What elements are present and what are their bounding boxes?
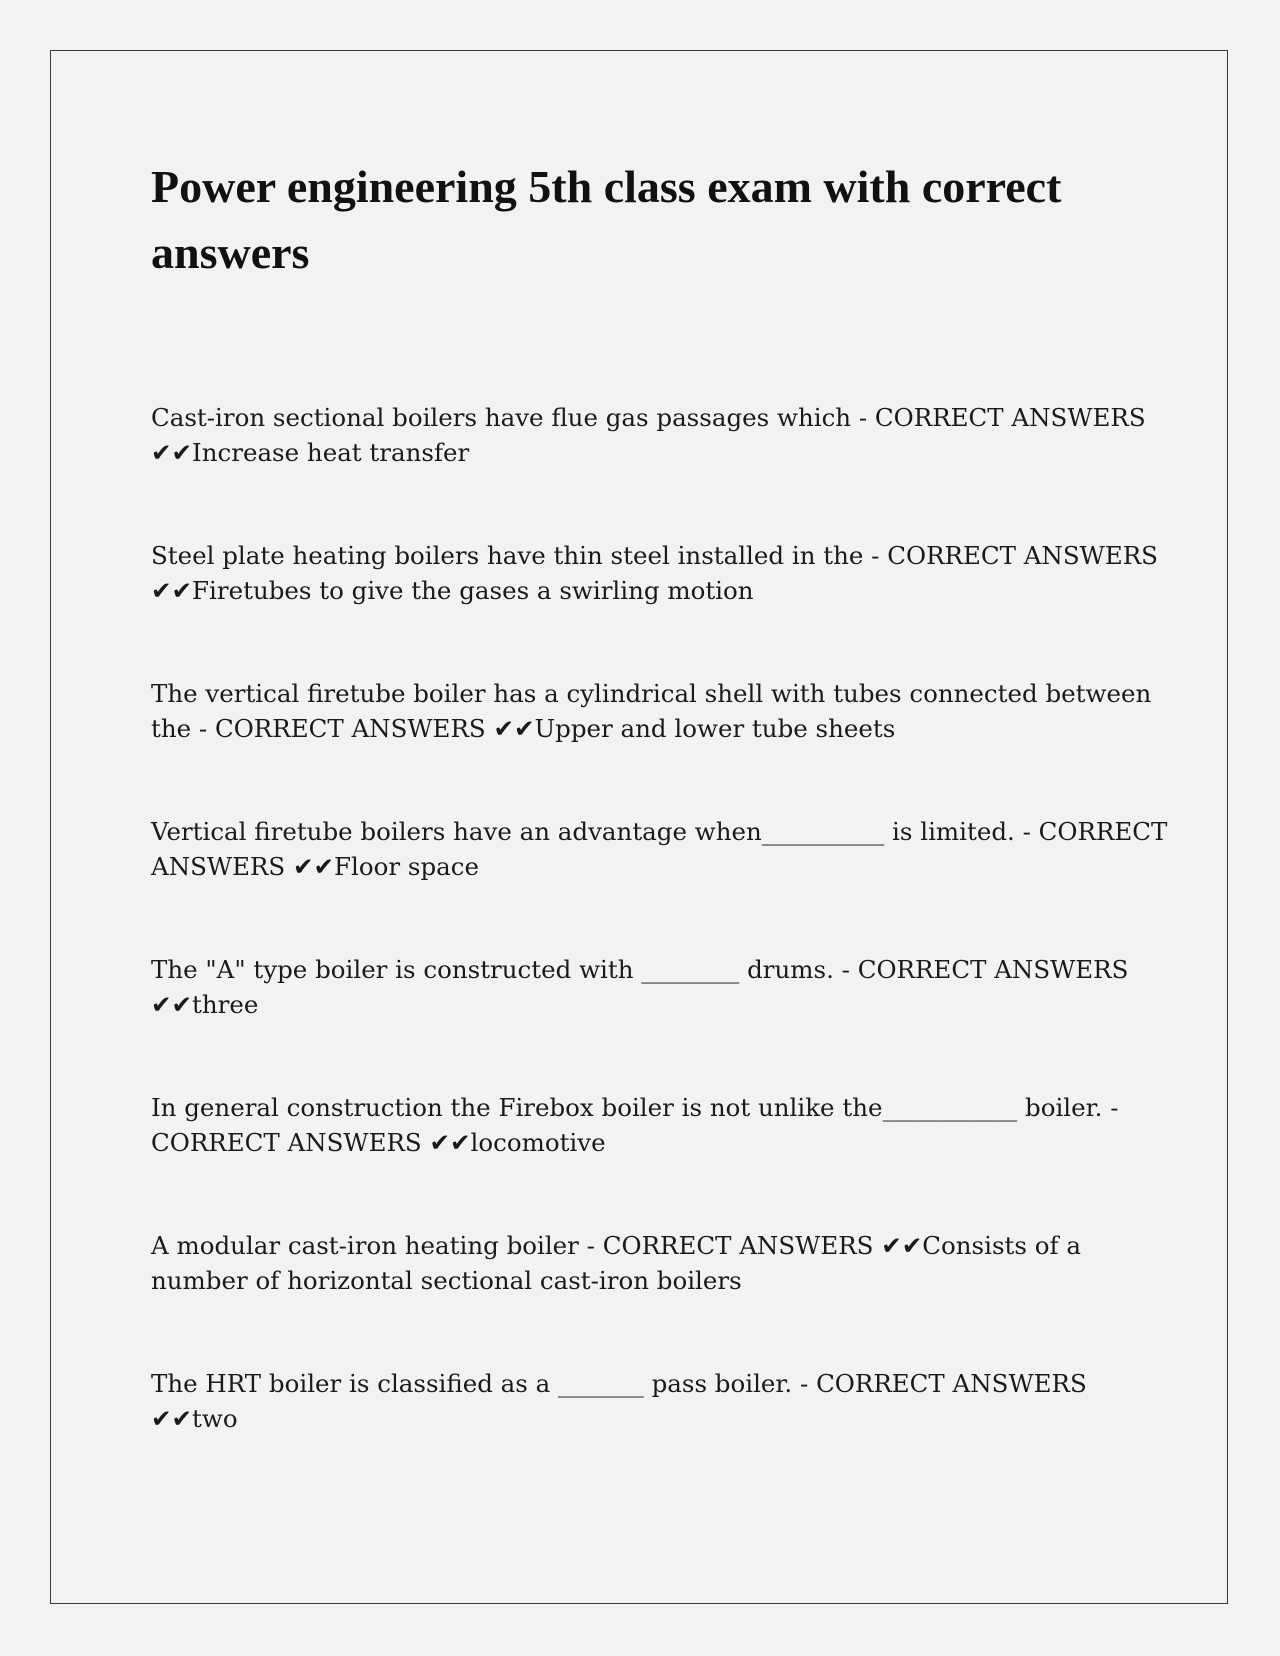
qa-item: The HRT boiler is classified as a _______ pass boiler. - CORRECT ANSWERS ✔✔two: [151, 1369, 1087, 1433]
qa-list: [151, 400, 1171, 1504]
document-page: [50, 50, 1228, 1604]
qa-item: Cast-iron sectional boilers have flue gas passages which - CORRECT ANSWERS ✔✔Increase heat transfer: [151, 403, 1146, 467]
qa-item: The "A" type boiler is constructed with ________ drums. - CORRECT ANSWERS ✔✔three: [151, 955, 1129, 1019]
qa-item: In general construction the Firebox boiler is not unlike the___________ boiler. - CORRECT ANSWERS ✔✔locomotive: [151, 1093, 1119, 1157]
document-title: Power engineering 5th class exam with correct answers: [151, 161, 1062, 278]
qa-item: Vertical firetube boilers have an advantage when__________ is limited. - CORRECT ANSWERS ✔✔Floor space: [151, 817, 1168, 881]
qa-item: The vertical firetube boiler has a cylindrical shell with tubes connected between the - CORRECT ANSWERS ✔✔Upper and lower tube sheets: [151, 679, 1152, 743]
qa-item: A modular cast-iron heating boiler - CORRECT ANSWERS ✔✔Consists of a number of horizontal sectional cast-iron boilers: [151, 1231, 1081, 1295]
qa-item: Steel plate heating boilers have thin steel installed in the - CORRECT ANSWERS ✔✔Firetubes to give the gases a swirling motion: [151, 541, 1158, 605]
document-content: [151, 154, 1171, 1504]
